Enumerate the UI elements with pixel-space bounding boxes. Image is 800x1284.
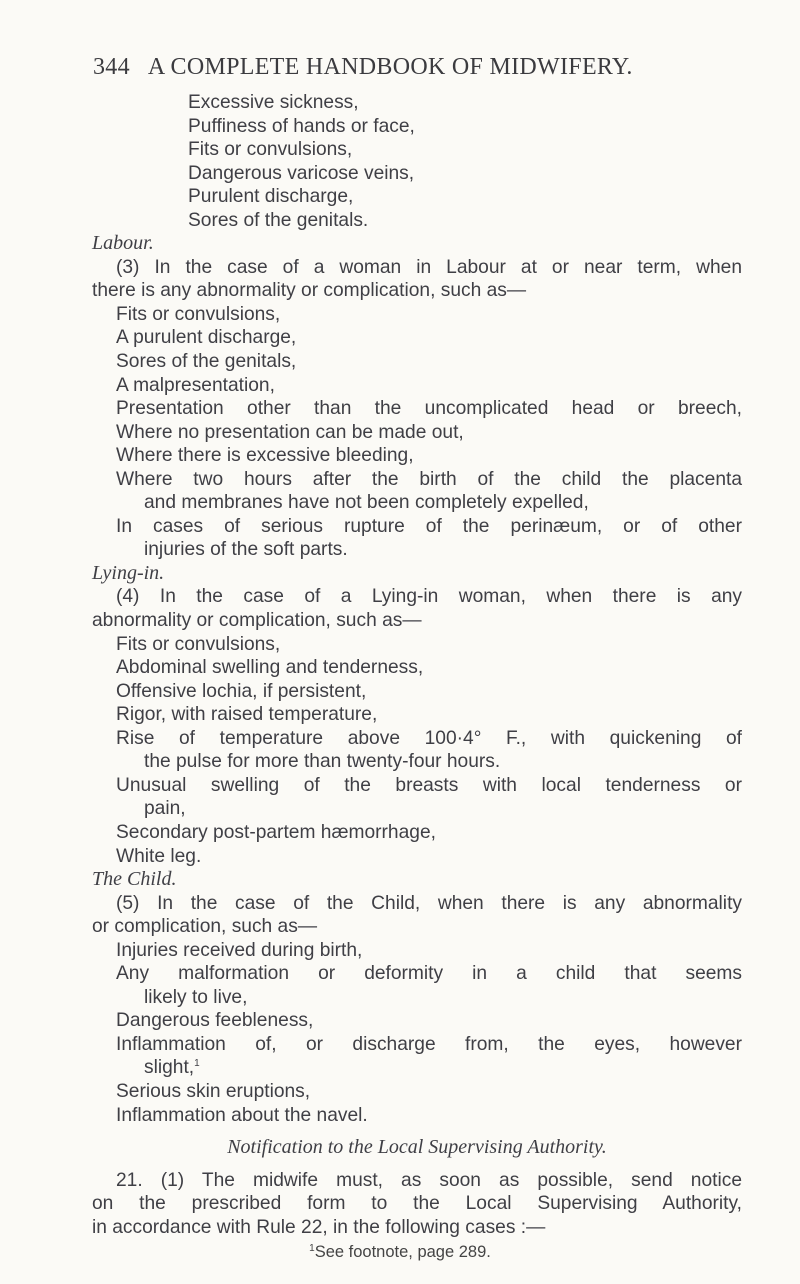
paragraph-line: in accordance with Rule 22, in the following cases :—	[92, 1216, 546, 1238]
paragraph-line: (5) In the case of the Child, when there is any abnormality	[116, 892, 742, 914]
paragraph-line: or complication, such as—	[92, 916, 318, 938]
list-item: Fits or convulsions,	[116, 303, 281, 325]
list-item: White leg.	[116, 845, 202, 867]
list-item: In cases of serious rupture of the perinæum, or of other	[116, 515, 742, 537]
list-item-continuation: pain,	[144, 798, 186, 820]
list-item: Presentation other than the uncomplicated head or breech,	[116, 398, 742, 420]
paragraph-line: abnormality or complication, such as—	[92, 610, 422, 632]
page-number: 344	[93, 54, 130, 80]
list-item: Dangerous feebleness,	[116, 1010, 314, 1032]
list-item-continuation: the pulse for more than twenty-four hours.	[144, 751, 501, 773]
list-item-continuation	[92, 1056, 742, 1080]
footnote-mark: 1	[309, 1243, 315, 1254]
list-item-continuation: and membranes have not been completely expelled,	[144, 492, 589, 514]
footnote	[0, 1243, 800, 1262]
list-item: Injuries received during birth,	[116, 939, 363, 961]
list-item: Rise of temperature above 100·4° F., with quickening of	[116, 727, 742, 749]
section-heading-child: The Child.	[92, 868, 177, 891]
section-heading-lying-in: Lying-in.	[92, 561, 165, 584]
list-item: Sores of the genitals,	[116, 351, 297, 373]
list-item: Inflammation of, or discharge from, the eyes, however	[116, 1033, 742, 1055]
page-body	[92, 91, 742, 1239]
section-heading-notification: Notification to the Local Supervising Authority.	[227, 1136, 607, 1159]
paragraph-line: (3) In the case of a woman in Labour at or near term, when	[116, 256, 742, 278]
paragraph-line: on the prescribed form to the Local Supervising Authority,	[92, 1193, 742, 1215]
eyes-slight-text: slight,	[144, 1057, 195, 1079]
paragraph-line: 21. (1) The midwife must, as soon as possible, send notice	[116, 1169, 742, 1191]
list-item: A purulent discharge,	[116, 327, 297, 349]
list-item: Puffiness of hands or face,	[188, 115, 415, 137]
list-item: Any malformation or deformity in a child that seems	[116, 963, 742, 985]
list-item: Excessive sickness,	[188, 92, 359, 113]
list-item: Unusual swelling of the breasts with local tenderness or	[116, 774, 742, 796]
list-item: Abdominal swelling and tenderness,	[116, 657, 424, 679]
paragraph-line: there is any abnormality or complication, such as—	[92, 280, 527, 302]
list-item: Secondary post-partem hæmorrhage,	[116, 821, 436, 843]
list-item: Where there is excessive bleeding,	[116, 445, 414, 467]
footnote-text: See footnote, page 289.	[314, 1243, 491, 1261]
list-item: Where two hours after the birth of the child the placenta	[116, 468, 742, 490]
list-item: Purulent discharge,	[188, 186, 354, 208]
list-item: A malpresentation,	[116, 374, 275, 396]
list-item: Where no presentation can be made out,	[116, 421, 464, 443]
paragraph-line: (4) In the case of a Lying-in woman, when there is any	[116, 586, 742, 608]
list-item: Rigor, with raised temperature,	[116, 704, 378, 726]
list-item: Offensive lochia, if persistent,	[116, 680, 367, 702]
list-item: Fits or convulsions,	[188, 139, 353, 161]
running-head	[93, 54, 633, 81]
list-item: Sores of the genitals.	[188, 209, 369, 231]
list-item: Serious skin eruptions,	[116, 1080, 311, 1102]
list-item: Dangerous varicose veins,	[188, 162, 415, 184]
list-item-continuation: injuries of the soft parts.	[144, 539, 348, 561]
list-item: Inflammation about the navel.	[116, 1104, 368, 1126]
footnote-reference: 1	[194, 1058, 200, 1070]
book-title: A COMPLETE HANDBOOK OF MIDWIFERY.	[147, 54, 633, 80]
section-heading-labour: Labour.	[92, 232, 154, 255]
list-item-continuation: likely to live,	[144, 986, 248, 1008]
list-item: Fits or convulsions,	[116, 633, 281, 655]
